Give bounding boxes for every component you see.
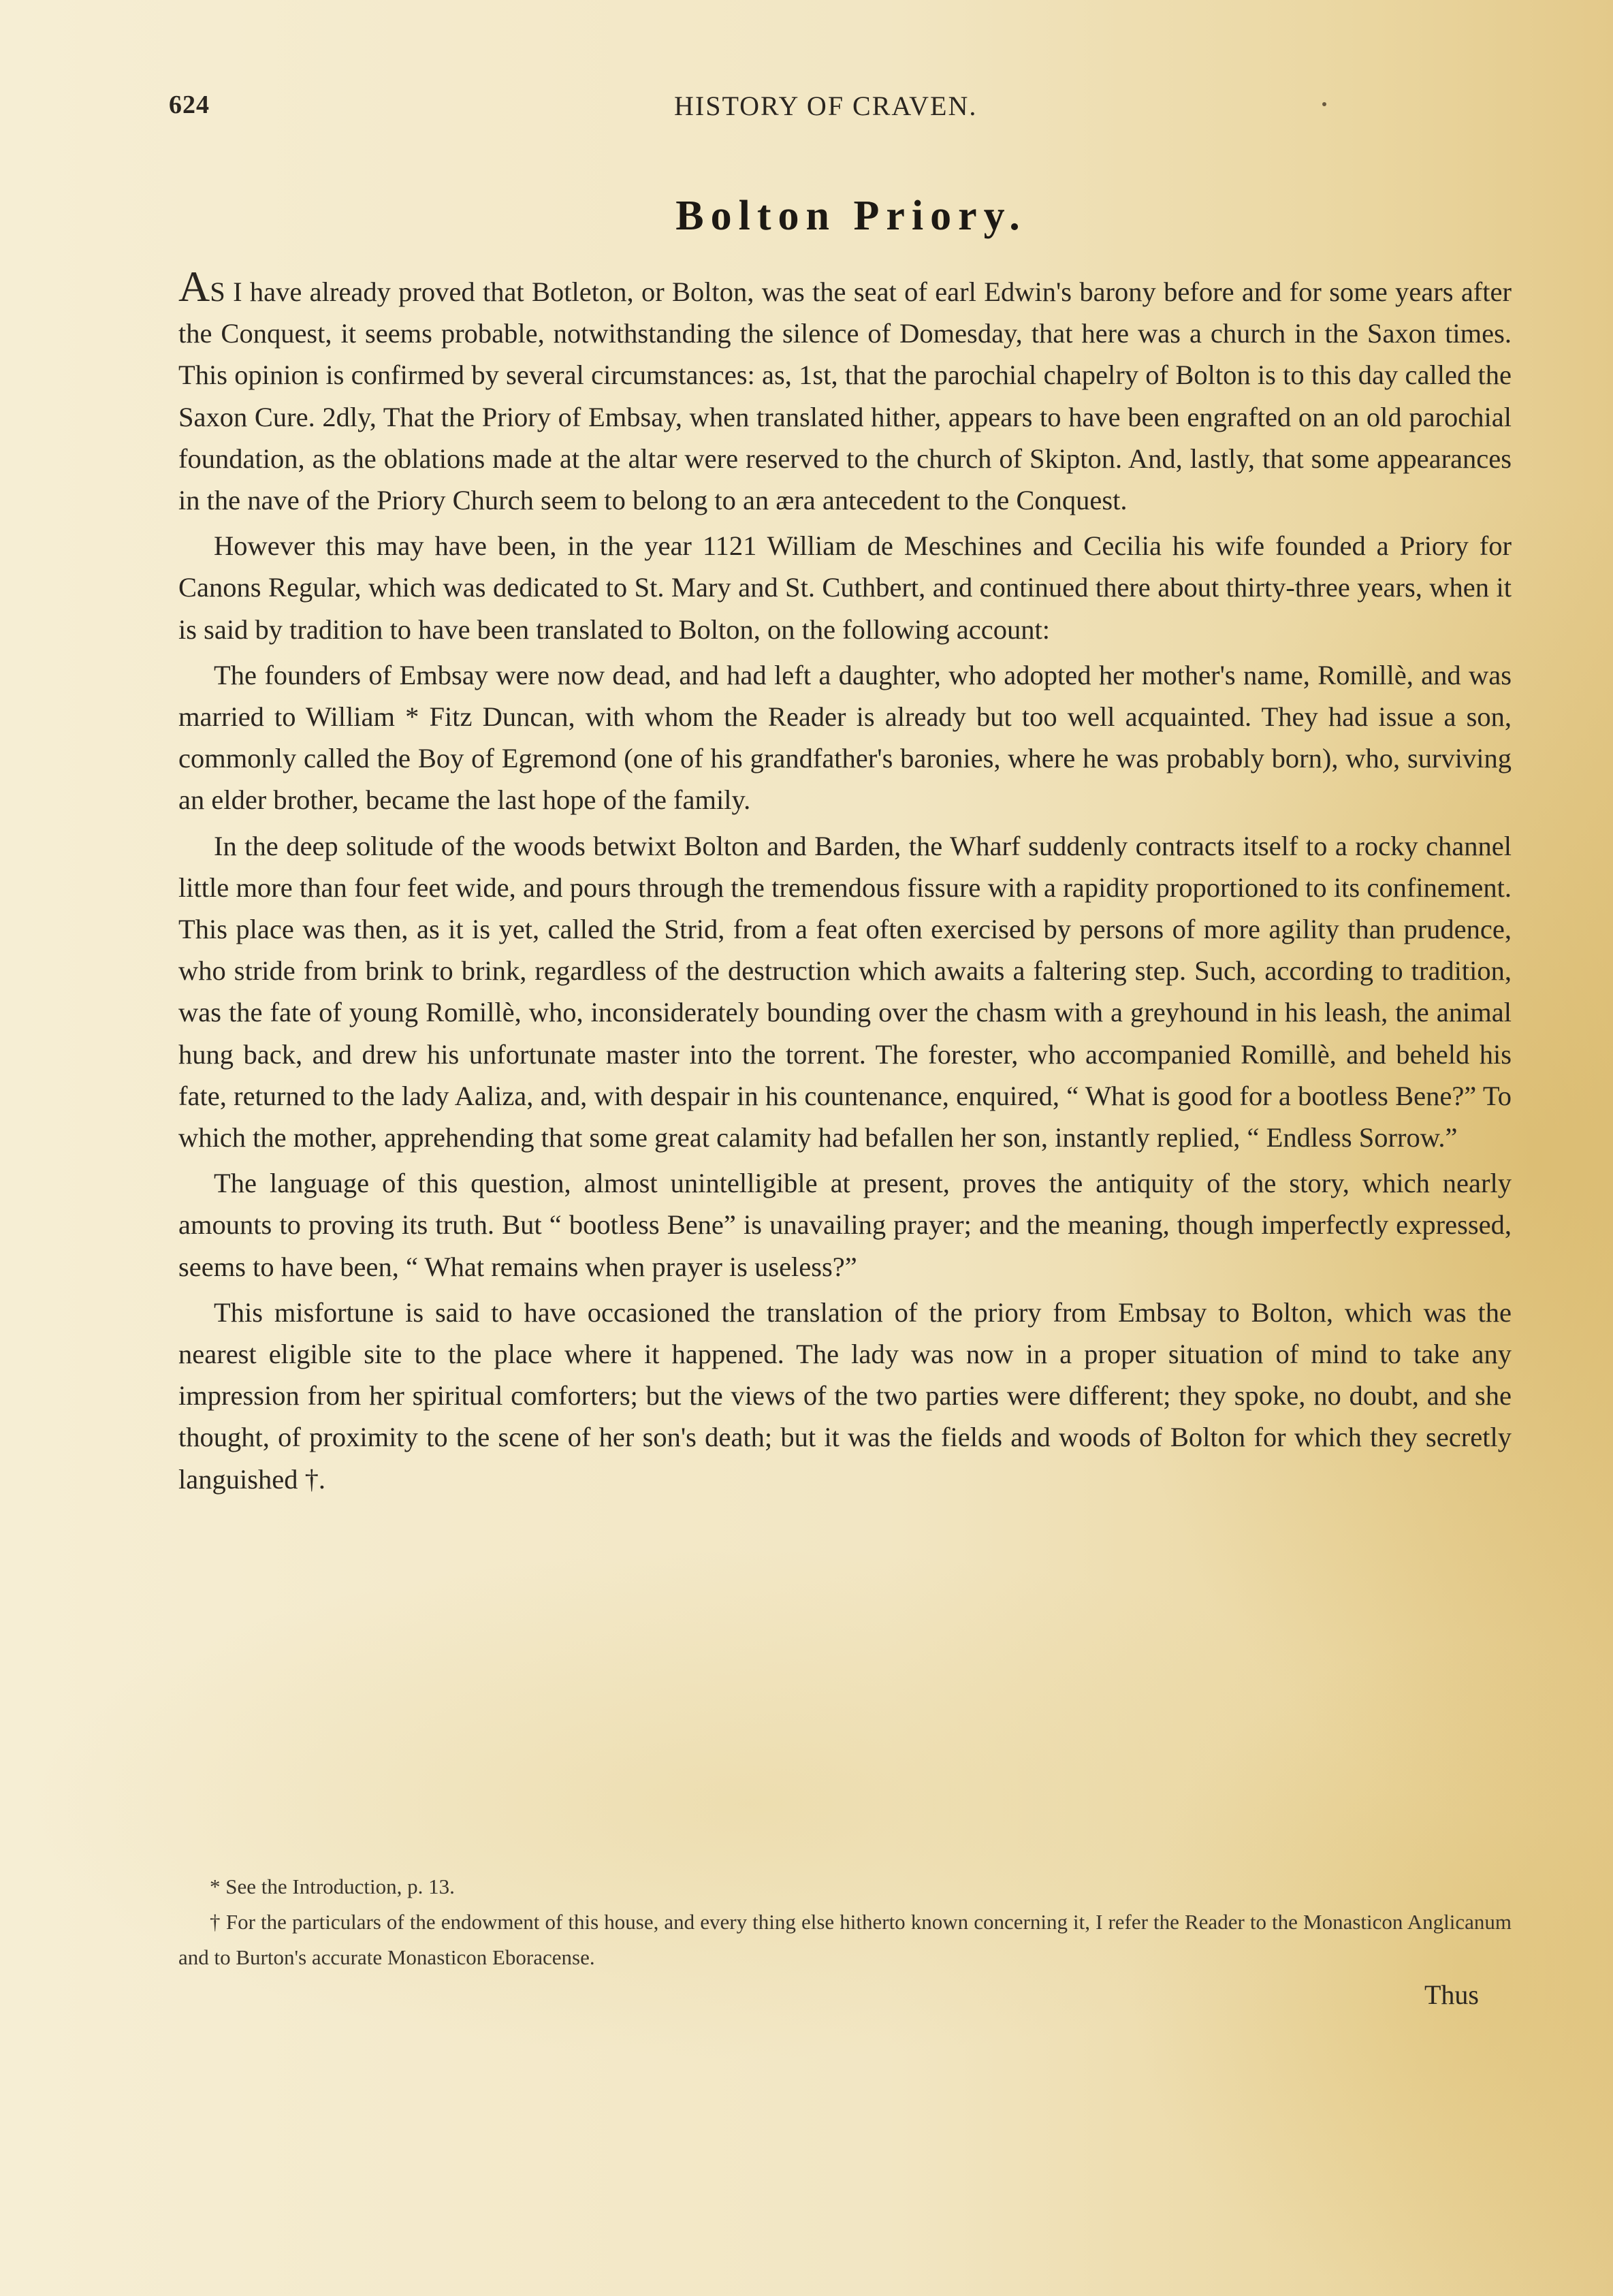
ink-speck bbox=[1322, 102, 1326, 106]
drop-cap: A bbox=[178, 262, 210, 310]
catchword: Thus bbox=[1424, 1979, 1479, 2010]
body-text bbox=[178, 262, 1512, 1500]
paragraph: This misfortune is said to have occasioned the translation of the priory from Embsay to Bolton, which was the nearest eligible site to the place where it happened. The lady was now in a proper situation of mind to take any impression from her spiritual comforters; but the views of the two parties were different; they spoke, no doubt, and she thought, of proximity to the scene of her son's death; but it was the fields and woods of Bolton for which they secretly languished †. bbox=[178, 1296, 1512, 1495]
paragraph: However this may have been, in the year 1121 William de Meschines and Cecilia his wife founded a Priory for Canons Regular, which was dedicated to St. Mary and St. Cuthbert, and continued there about thirty-three years, when it is said by tradition to have been translated to Bolton, on the following account: bbox=[178, 530, 1512, 645]
footnote: † For the particulars of the endowment of this house, and every thing else hitherto known concerning it, I refer the Reader to the Monasticon Anglicanum and to Burton's accurate Monasticon Eboracense. bbox=[178, 1910, 1512, 1969]
section-title: Bolton Priory. bbox=[675, 193, 1027, 239]
running-head: HISTORY OF CRAVEN. bbox=[674, 91, 978, 121]
footnotes bbox=[178, 1869, 1512, 1975]
paragraph bbox=[178, 262, 1512, 521]
paragraph-text: S I have already proved that Botleton, or Bolton, was the seat of earl Edwin's barony before and for some years after the Conquest, it seems probable, notwithstanding the silence of Domesday, that here was a church in the Saxon times. This opinion is confirmed by several circumstances: as, 1st, that the parochial chapelry of Bolton is to this day called the Saxon Cure. 2dly, That the Priory of Embsay, when translated hither, appears to have been engrafted on an old parochial foundation, as the oblations made at the altar were reserved to the church of Skipton. And, lastly, that some appearances in the nave of the Priory Church seem to belong to an æra antecedent to the Conquest. bbox=[178, 276, 1512, 516]
paragraph: The language of this question, almost unintelligible at present, proves the antiquity of the story, which nearly amounts to proving its truth. But “ bootless Bene” is unavailing prayer; and the meaning, though imperfectly expressed, seems to have been, “ What remains when prayer is useless?” bbox=[178, 1168, 1512, 1282]
page-number: 624 bbox=[169, 91, 210, 119]
paragraph: In the deep solitude of the woods betwixt Bolton and Barden, the Wharf suddenly contracts itself to a rocky channel little more than four feet wide, and pours through the tremendous fissure with a rapidity proportioned to its confinement. This place was then, as it is yet, called the Strid, from a feat often exercised by persons of more agility than prudence, who stride from brink to brink, regardless of the destruction which awaits a faltering step. Such, according to tradition, was the fate of young Romillè, who, inconsiderately bounding over the chasm with a greyhound in his leash, the animal hung back, and drew his unfortunate master into the torrent. The forester, who accompanied Romillè, and beheld his fate, returned to the lady Aaliza, and, with despair in his countenance, enquired, “ What is good for a bootless Bene?” To which the mother, apprehending that some great calamity had befallen her son, instantly replied, “ Endless Sorrow.” bbox=[178, 830, 1512, 1153]
footnote: * See the Introduction, p. 13. bbox=[210, 1875, 455, 1898]
paragraph: The founders of Embsay were now dead, and had left a daughter, who adopted her mother's name, Romillè, and was married to William * Fitz Duncan, with whom the Reader is already but too well acquainted. They had issue a son, commonly called the Boy of Egremond (one of his grandfather's baronies, where he was probably born), who, surviving an elder brother, became the last hope of the family. bbox=[178, 659, 1512, 816]
